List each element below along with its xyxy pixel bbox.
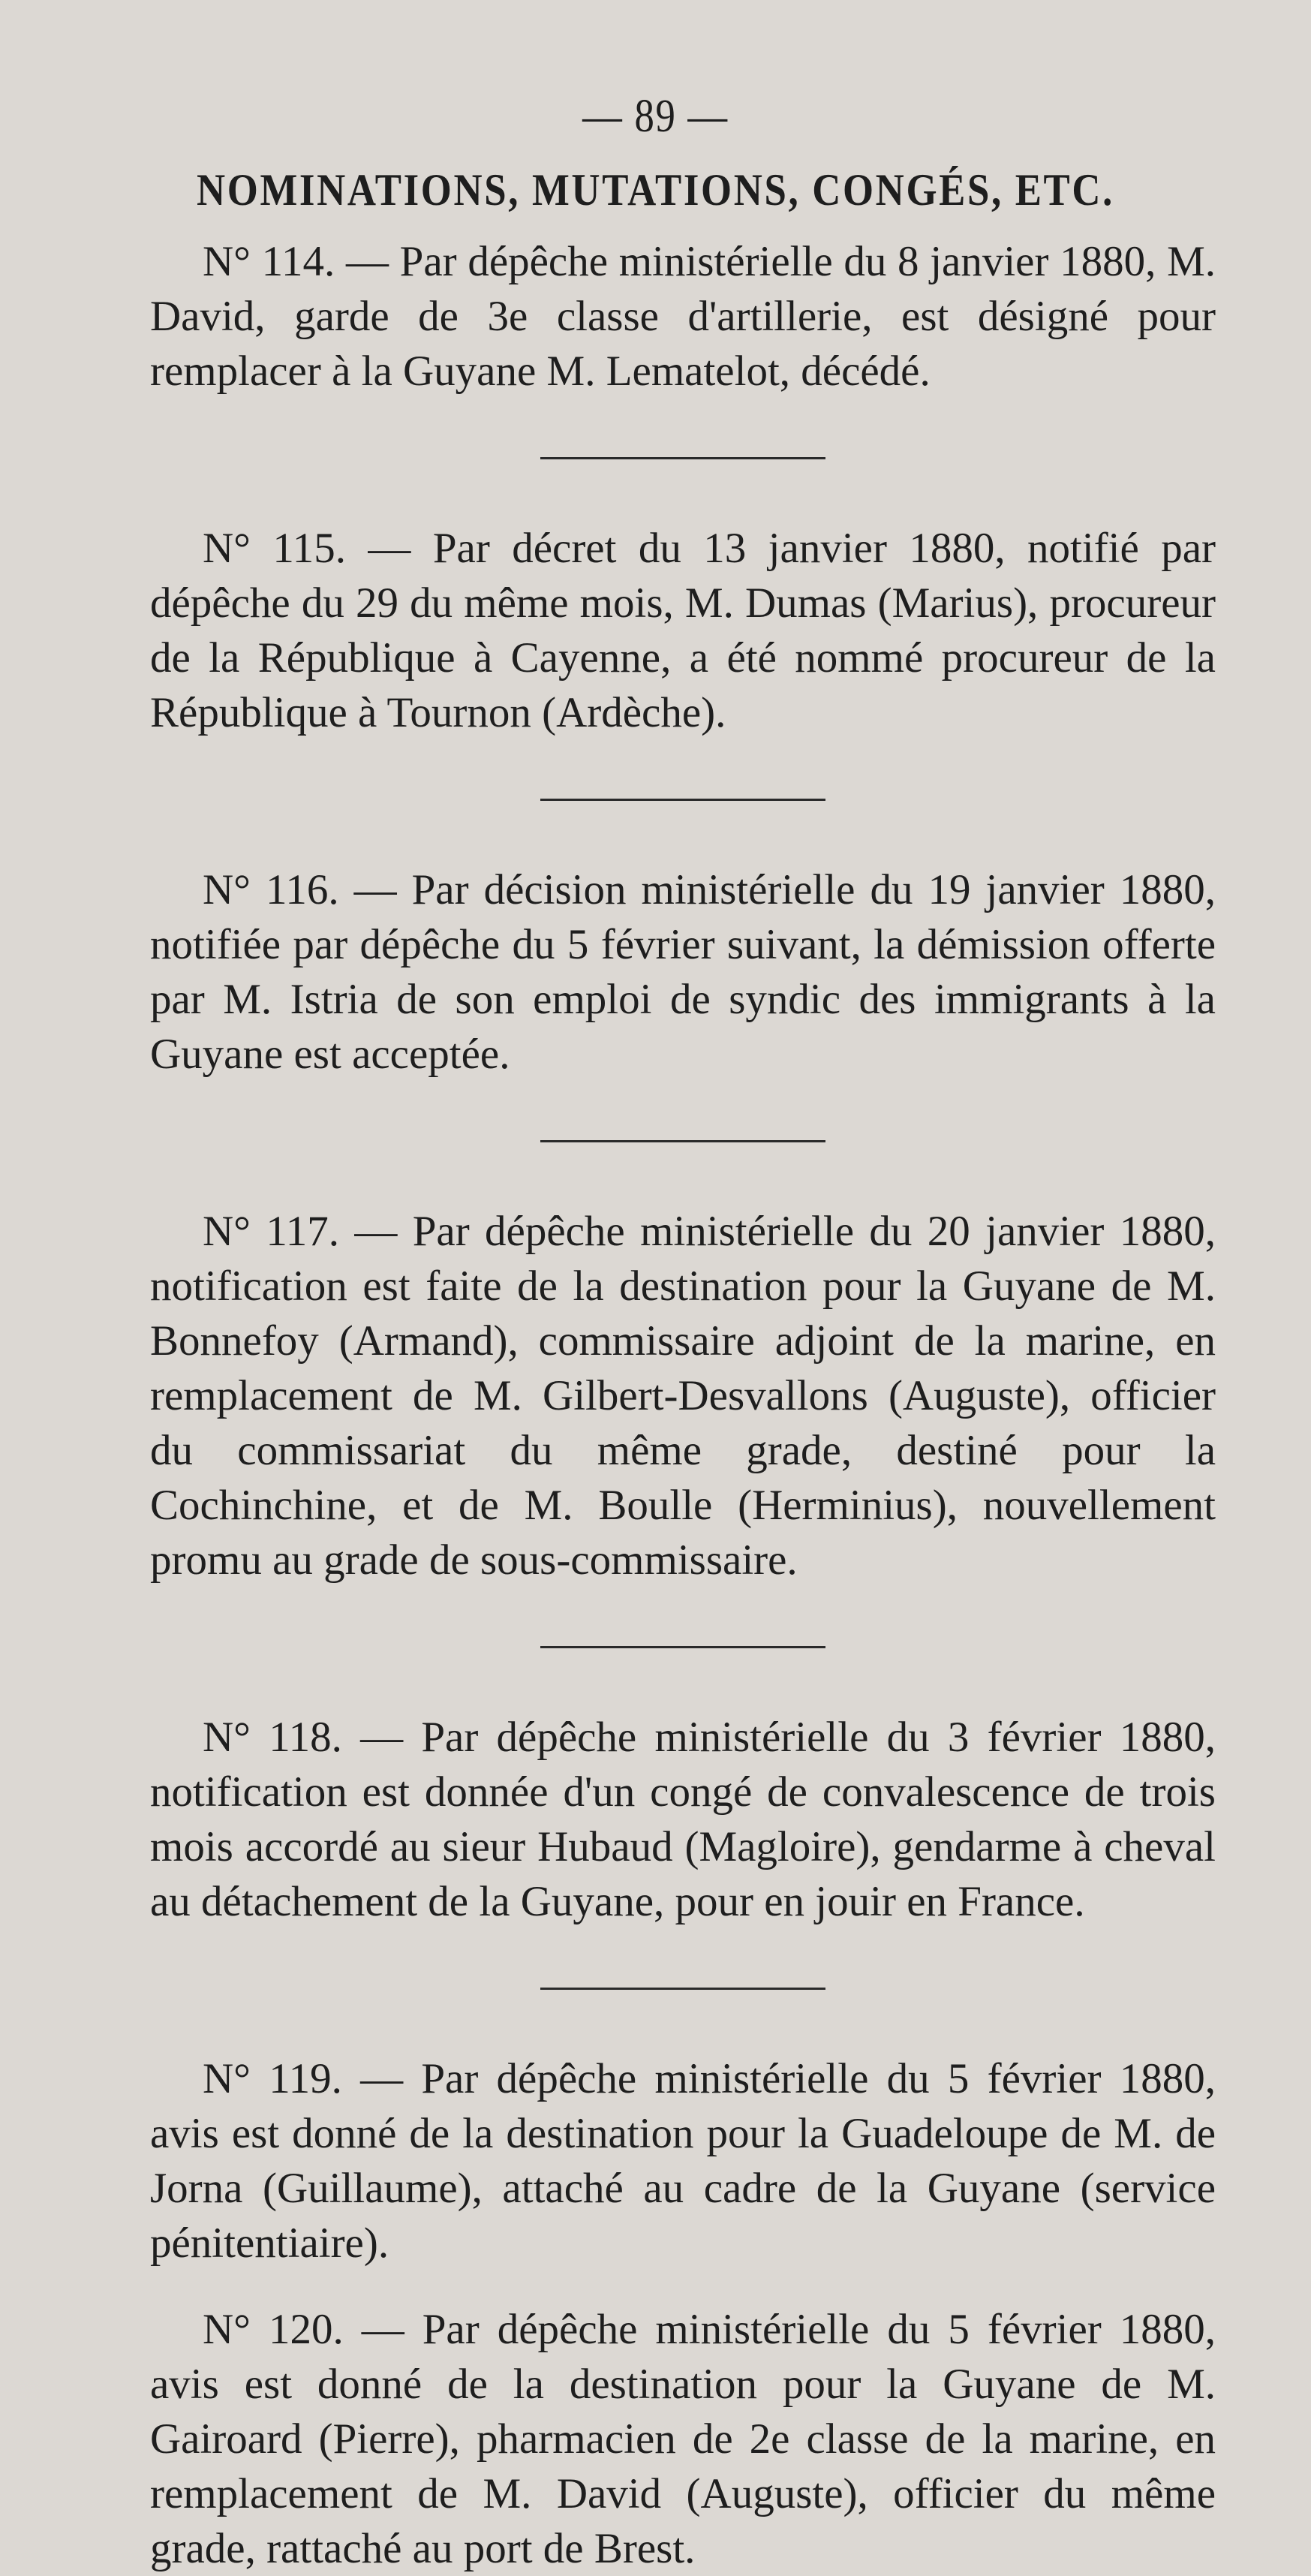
notice-120 xyxy=(150,2302,1216,2576)
notice-text: N° 119. — Par dépêche ministérielle du 5 février 1880, avis est donné de la destination pour la Guadeloupe de M. de Jorna (Guillaume), attaché au cadre de la Guyane (service pénitentiaire). xyxy=(150,2055,1216,2267)
notice-text: N° 120. — Par dépêche ministérielle du 5 février 1880, avis est donné de la destination pour la Guyane de M. Gairoard (Pierre), pharmacien de 2e classe de la marine, en remplacement de M. David (Auguste), officier du même grade, rattaché au port de Brest. xyxy=(150,2306,1216,2572)
notice-text: N° 114. — Par dépêche ministérielle du 8 janvier 1880, M. David, garde de 3e classe d'artillerie, est désigné pour remplacer à la Guyane M. Lematelot, décédé. xyxy=(150,238,1216,395)
notices-column xyxy=(150,234,1216,2576)
page-number: — 89 — xyxy=(582,91,729,142)
notice-text: N° 118. — Par dépêche ministérielle du 3 février 1880, notification est donnée d'un congé de convalescence de trois mois accordé au sieur Hubaud (Magloire), gendarme à cheval au détachement de la Guyane, pour en jouir en France. xyxy=(150,1714,1216,1925)
separator-rule xyxy=(540,1646,825,1648)
notice-text: N° 115. — Par décret du 13 janvier 1880, notifié par dépêche du 29 du même mois, M. Dumas (Marius), procureur de la République à Cayenne, a été nommé procureur de la République à Tournon (Ardèche). xyxy=(150,525,1216,736)
separator-rule xyxy=(540,1988,825,1990)
separator-rule xyxy=(540,457,825,459)
notice-115 xyxy=(150,521,1216,740)
notice-text: N° 117. — Par dépêche ministérielle du 20 janvier 1880, notification est faite de la destination pour la Guyane de M. Bonnefoy (Armand), commissaire adjoint de la marine, en remplacement de M. Gilbert-Desvallons (Auguste), officier du commissariat du même grade, destiné pour la Cochinchine, et de M. Boulle (Herminius), nouvellement promu au grade de sous-commissaire. xyxy=(150,1208,1216,1584)
notice-118 xyxy=(150,1710,1216,1929)
notice-117 xyxy=(150,1204,1216,1587)
notice-116 xyxy=(150,862,1216,1082)
notice-119 xyxy=(150,2051,1216,2271)
separator-rule xyxy=(540,799,825,801)
notice-text: N° 116. — Par décision ministérielle du 19 janvier 1880, notifiée par dépêche du 5 février suivant, la démission offerte par M. Istria de son emploi de syndic des immigrants à la Guyane est acceptée. xyxy=(150,866,1216,1078)
notice-114 xyxy=(150,234,1216,399)
section-title: NOMINATIONS, MUTATIONS, CONGÉS, ETC. xyxy=(196,165,1115,215)
separator-rule xyxy=(540,1140,825,1142)
paragraph-gap xyxy=(150,2271,1216,2302)
